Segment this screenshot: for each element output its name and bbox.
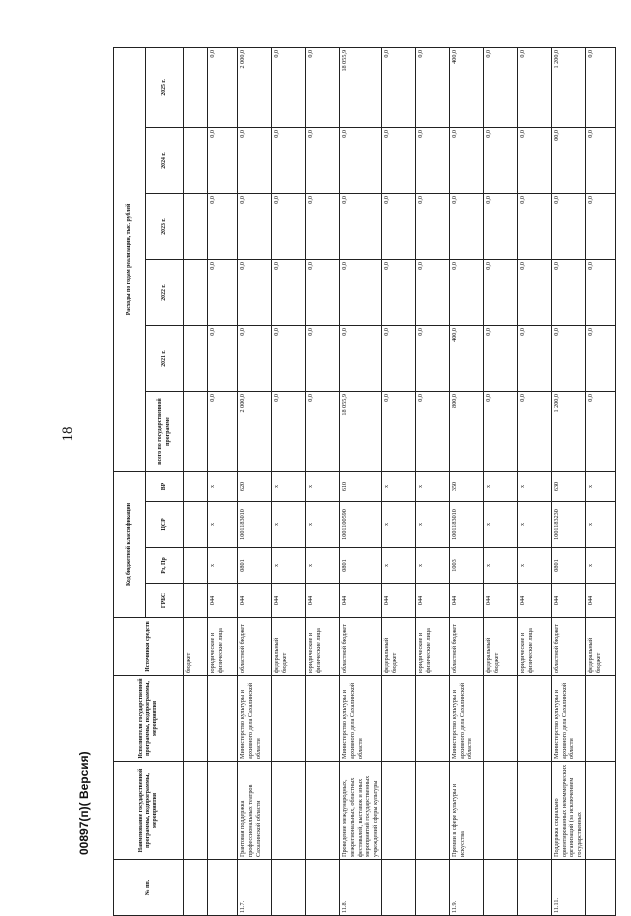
cell-name bbox=[208, 762, 238, 860]
cell-name bbox=[272, 762, 306, 860]
table-row bbox=[381, 47, 415, 915]
cell-y2021: 0,0 bbox=[517, 325, 551, 391]
cell-y2023: 0,0 bbox=[272, 193, 306, 259]
cell-y2025: 0,0 bbox=[483, 47, 517, 127]
cell-vr: х bbox=[415, 471, 449, 501]
cell-src: юридические и физические лица bbox=[415, 618, 449, 676]
cell-exec bbox=[272, 676, 306, 762]
cell-total: 0,0 bbox=[415, 391, 449, 471]
cell-y2025: 1 200,0 bbox=[551, 47, 585, 127]
cell-num: 11.8. bbox=[340, 860, 382, 916]
cell-src: областной бюджет bbox=[449, 618, 483, 676]
cell-exec bbox=[184, 676, 208, 762]
header-2024: 2024 г. bbox=[146, 127, 184, 193]
cell-name bbox=[517, 762, 551, 860]
cell-total: 0,0 bbox=[483, 391, 517, 471]
cell-y2021: 0,0 bbox=[340, 325, 382, 391]
cell-y2021: 0,0 bbox=[238, 325, 272, 391]
cell-y2021: 0,0 bbox=[272, 325, 306, 391]
cell-total: 0,0 bbox=[517, 391, 551, 471]
cell-exec bbox=[483, 676, 517, 762]
cell-grbs: 044 bbox=[585, 584, 615, 618]
cell-rzpr: х bbox=[306, 548, 340, 584]
cell-y2025: 0,0 bbox=[272, 47, 306, 127]
cell-y2024: 0,0 bbox=[381, 127, 415, 193]
header-csr: ЦСР bbox=[146, 502, 184, 548]
table-row bbox=[517, 47, 551, 915]
cell-csr: х bbox=[415, 502, 449, 548]
cell-y2025: 0,0 bbox=[381, 47, 415, 127]
cell-name bbox=[483, 762, 517, 860]
cell-rzpr bbox=[184, 548, 208, 584]
cell-total: 1 200,0 bbox=[551, 391, 585, 471]
cell-y2023: 0,0 bbox=[517, 193, 551, 259]
cell-y2021: 0,0 bbox=[306, 325, 340, 391]
cell-y2024: 0,0 bbox=[208, 127, 238, 193]
header-num: № пп. bbox=[114, 860, 184, 916]
table-row bbox=[483, 47, 517, 915]
header-rzpr: Рз, Пр bbox=[146, 548, 184, 584]
cell-y2023: 0,0 bbox=[381, 193, 415, 259]
cell-y2023: 0,0 bbox=[483, 193, 517, 259]
cell-grbs bbox=[184, 584, 208, 618]
header-2022: 2022 г. bbox=[146, 259, 184, 325]
cell-vr: х bbox=[483, 471, 517, 501]
cell-name: Проведение международных, межрегиональных, областных фестивалей, выставок и иных мероприятий государственных учреждений сферы культуры bbox=[340, 762, 382, 860]
cell-exec bbox=[381, 676, 415, 762]
cell-num bbox=[585, 860, 615, 916]
cell-y2025: 2 000,0 bbox=[238, 47, 272, 127]
cell-rzpr: 0801 bbox=[551, 548, 585, 584]
cell-y2024: 0,0 bbox=[517, 127, 551, 193]
cell-y2022 bbox=[184, 259, 208, 325]
cell-vr: х bbox=[208, 471, 238, 501]
cell-y2021: 0,0 bbox=[208, 325, 238, 391]
cell-y2024: 0,0 bbox=[238, 127, 272, 193]
cell-exec bbox=[306, 676, 340, 762]
cell-grbs: 044 bbox=[449, 584, 483, 618]
cell-y2022: 0,0 bbox=[449, 259, 483, 325]
header-name: Наименование государственной программы, подпрограммы, мероприятия bbox=[114, 762, 184, 860]
cell-grbs: 044 bbox=[208, 584, 238, 618]
table-row bbox=[272, 47, 306, 915]
cell-rzpr: х bbox=[483, 548, 517, 584]
cell-grbs: 044 bbox=[306, 584, 340, 618]
cell-vr: х bbox=[585, 471, 615, 501]
cell-exec bbox=[585, 676, 615, 762]
cell-y2025 bbox=[184, 47, 208, 127]
cell-src: федеральный бюджет bbox=[585, 618, 615, 676]
cell-y2022: 0,0 bbox=[208, 259, 238, 325]
cell-y2022: 0,0 bbox=[483, 259, 517, 325]
cell-y2023: 0,0 bbox=[238, 193, 272, 259]
header-src: Источники средств bbox=[114, 618, 184, 676]
cell-y2022: 0,0 bbox=[517, 259, 551, 325]
cell-csr: х bbox=[306, 502, 340, 548]
header-kbk: Код бюджетной классификации bbox=[114, 471, 146, 617]
cell-y2023: 0,0 bbox=[306, 193, 340, 259]
cell-y2025: 0,0 bbox=[306, 47, 340, 127]
table-body bbox=[184, 47, 616, 915]
cell-y2023: 0,0 bbox=[551, 193, 585, 259]
cell-name: Поддержка социально ориентированных некоммерческих организаций (за исключением государственных bbox=[551, 762, 585, 860]
cell-y2022: 0,0 bbox=[272, 259, 306, 325]
cell-num: 11.9. bbox=[449, 860, 483, 916]
cell-num bbox=[415, 860, 449, 916]
cell-y2021 bbox=[184, 325, 208, 391]
cell-y2025: 18 055,9 bbox=[340, 47, 382, 127]
cell-src: юридические и физические лица bbox=[208, 618, 238, 676]
cell-csr: х bbox=[517, 502, 551, 548]
page-number: 18 bbox=[60, 426, 76, 442]
cell-rzpr: 0801 bbox=[238, 548, 272, 584]
cell-y2024: 0,0 bbox=[449, 127, 483, 193]
cell-y2023: 0,0 bbox=[449, 193, 483, 259]
cell-vr: х bbox=[381, 471, 415, 501]
cell-name bbox=[306, 762, 340, 860]
cell-y2023 bbox=[184, 193, 208, 259]
cell-grbs: 044 bbox=[517, 584, 551, 618]
cell-exec: Министерство культуры и архивного дела Сахалинской области bbox=[551, 676, 585, 762]
cell-y2025: 0,0 bbox=[208, 47, 238, 127]
cell-name bbox=[585, 762, 615, 860]
table-row bbox=[306, 47, 340, 915]
cell-vr: х bbox=[517, 471, 551, 501]
cell-grbs: 044 bbox=[551, 584, 585, 618]
cell-num bbox=[184, 860, 208, 916]
cell-y2023: 0,0 bbox=[585, 193, 615, 259]
header-total: всего по государственной программе bbox=[146, 391, 184, 471]
cell-y2022: 0,0 bbox=[551, 259, 585, 325]
cell-total: 18 055,9 bbox=[340, 391, 382, 471]
cell-y2022: 0,0 bbox=[415, 259, 449, 325]
cell-num bbox=[483, 860, 517, 916]
cell-src: федеральный бюджет bbox=[272, 618, 306, 676]
cell-grbs: 044 bbox=[238, 584, 272, 618]
cell-name bbox=[415, 762, 449, 860]
cell-csr: 1001100590 bbox=[340, 502, 382, 548]
cell-y2023: 0,0 bbox=[415, 193, 449, 259]
cell-vr bbox=[184, 471, 208, 501]
cell-y2024: 00,0 bbox=[551, 127, 585, 193]
footer-code: 00897(п)( Версия) bbox=[77, 751, 91, 855]
cell-y2022: 0,0 bbox=[585, 259, 615, 325]
cell-num bbox=[381, 860, 415, 916]
table-row bbox=[238, 47, 272, 915]
cell-y2024: 0,0 bbox=[340, 127, 382, 193]
cell-exec bbox=[208, 676, 238, 762]
cell-exec bbox=[415, 676, 449, 762]
cell-y2025: 400,0 bbox=[449, 47, 483, 127]
table-container bbox=[113, 48, 609, 916]
cell-y2023: 0,0 bbox=[340, 193, 382, 259]
cell-y2024: 0,0 bbox=[415, 127, 449, 193]
cell-src: федеральный бюджет bbox=[381, 618, 415, 676]
cell-num bbox=[517, 860, 551, 916]
cell-csr: х bbox=[483, 502, 517, 548]
cell-y2023: 0,0 bbox=[208, 193, 238, 259]
cell-total: 800,0 bbox=[449, 391, 483, 471]
cell-src: федеральный бюджет bbox=[483, 618, 517, 676]
cell-y2021: 0,0 bbox=[483, 325, 517, 391]
table-row bbox=[585, 47, 615, 915]
cell-total: 0,0 bbox=[306, 391, 340, 471]
cell-csr: х bbox=[272, 502, 306, 548]
cell-grbs: 044 bbox=[272, 584, 306, 618]
cell-total: 0,0 bbox=[381, 391, 415, 471]
cell-y2021: 0,0 bbox=[415, 325, 449, 391]
cell-rzpr: 0801 bbox=[340, 548, 382, 584]
header-2025: 2025 г. bbox=[146, 47, 184, 127]
cell-total: 0,0 bbox=[585, 391, 615, 471]
header-exp: Расходы по годам реализации, тыс. рублей bbox=[114, 47, 146, 471]
cell-name: Премии в сфере культуры и искусства bbox=[449, 762, 483, 860]
cell-src: областной бюджет bbox=[340, 618, 382, 676]
cell-grbs: 044 bbox=[340, 584, 382, 618]
cell-src: бюджет bbox=[184, 618, 208, 676]
cell-csr: х bbox=[585, 502, 615, 548]
cell-name bbox=[381, 762, 415, 860]
cell-vr: х bbox=[306, 471, 340, 501]
cell-src: областной бюджет bbox=[238, 618, 272, 676]
cell-src: областной бюджет bbox=[551, 618, 585, 676]
cell-vr: 350 bbox=[449, 471, 483, 501]
table-row bbox=[551, 47, 585, 915]
header-vr: ВР bbox=[146, 471, 184, 501]
cell-y2024: 0,0 bbox=[306, 127, 340, 193]
cell-total bbox=[184, 391, 208, 471]
header-exec: Исполнители государственной программы, подпрограммы, мероприятия bbox=[114, 676, 184, 762]
cell-y2024 bbox=[184, 127, 208, 193]
cell-rzpr: х bbox=[381, 548, 415, 584]
cell-y2024: 0,0 bbox=[272, 127, 306, 193]
table-row bbox=[415, 47, 449, 915]
cell-num bbox=[306, 860, 340, 916]
cell-rzpr: х bbox=[585, 548, 615, 584]
cell-y2025: 0,0 bbox=[517, 47, 551, 127]
cell-name: Грантовая поддержка профессиональных театров Сахалинской области bbox=[238, 762, 272, 860]
cell-total: 0,0 bbox=[208, 391, 238, 471]
cell-exec: Министерство культуры и архивного дела Сахалинской области bbox=[449, 676, 483, 762]
cell-csr: х bbox=[381, 502, 415, 548]
cell-num bbox=[208, 860, 238, 916]
table-row bbox=[449, 47, 483, 915]
table-row bbox=[208, 47, 238, 915]
cell-exec: Министерство культуры и архивного дела Сахалинской области bbox=[340, 676, 382, 762]
cell-csr: 1001183010 bbox=[238, 502, 272, 548]
cell-csr: 1001183230 bbox=[551, 502, 585, 548]
cell-exec bbox=[517, 676, 551, 762]
cell-y2025: 0,0 bbox=[415, 47, 449, 127]
cell-grbs: 044 bbox=[381, 584, 415, 618]
header-grbs: ГРБС bbox=[146, 584, 184, 618]
cell-vr: 620 bbox=[238, 471, 272, 501]
cell-rzpr: х bbox=[208, 548, 238, 584]
cell-csr: х bbox=[208, 502, 238, 548]
cell-vr: 610 bbox=[340, 471, 382, 501]
cell-total: 0,0 bbox=[272, 391, 306, 471]
cell-src: юридические и физические лица bbox=[517, 618, 551, 676]
cell-y2022: 0,0 bbox=[340, 259, 382, 325]
cell-y2022: 0,0 bbox=[238, 259, 272, 325]
cell-src: юридические и физические лица bbox=[306, 618, 340, 676]
cell-y2024: 0,0 bbox=[585, 127, 615, 193]
cell-exec: Министерство культуры и архивного дела Сахалинской области bbox=[238, 676, 272, 762]
cell-num: 11.11. bbox=[551, 860, 585, 916]
cell-y2021: 0,0 bbox=[381, 325, 415, 391]
cell-vr: 630 bbox=[551, 471, 585, 501]
cell-y2021: 0,0 bbox=[551, 325, 585, 391]
cell-rzpr: 1003 bbox=[449, 548, 483, 584]
table-row bbox=[340, 47, 382, 915]
cell-y2022: 0,0 bbox=[306, 259, 340, 325]
header-2021: 2021 г. bbox=[146, 325, 184, 391]
cell-num: 11.7. bbox=[238, 860, 272, 916]
cell-num bbox=[272, 860, 306, 916]
cell-y2022: 0,0 bbox=[381, 259, 415, 325]
cell-y2021: 400,0 bbox=[449, 325, 483, 391]
cell-rzpr: х bbox=[517, 548, 551, 584]
cell-name bbox=[184, 762, 208, 860]
cell-csr: 1001183010 bbox=[449, 502, 483, 548]
cell-total: 2 000,0 bbox=[238, 391, 272, 471]
cell-csr bbox=[184, 502, 208, 548]
header-2023: 2023 г. bbox=[146, 193, 184, 259]
budget-table bbox=[113, 47, 616, 916]
cell-rzpr: х bbox=[415, 548, 449, 584]
cell-rzpr: х bbox=[272, 548, 306, 584]
cell-y2024: 0,0 bbox=[483, 127, 517, 193]
cell-grbs: 044 bbox=[483, 584, 517, 618]
cell-vr: х bbox=[272, 471, 306, 501]
cell-y2021: 0,0 bbox=[585, 325, 615, 391]
table-row bbox=[184, 47, 208, 915]
cell-y2025: 0,0 bbox=[585, 47, 615, 127]
cell-grbs: 044 bbox=[415, 584, 449, 618]
